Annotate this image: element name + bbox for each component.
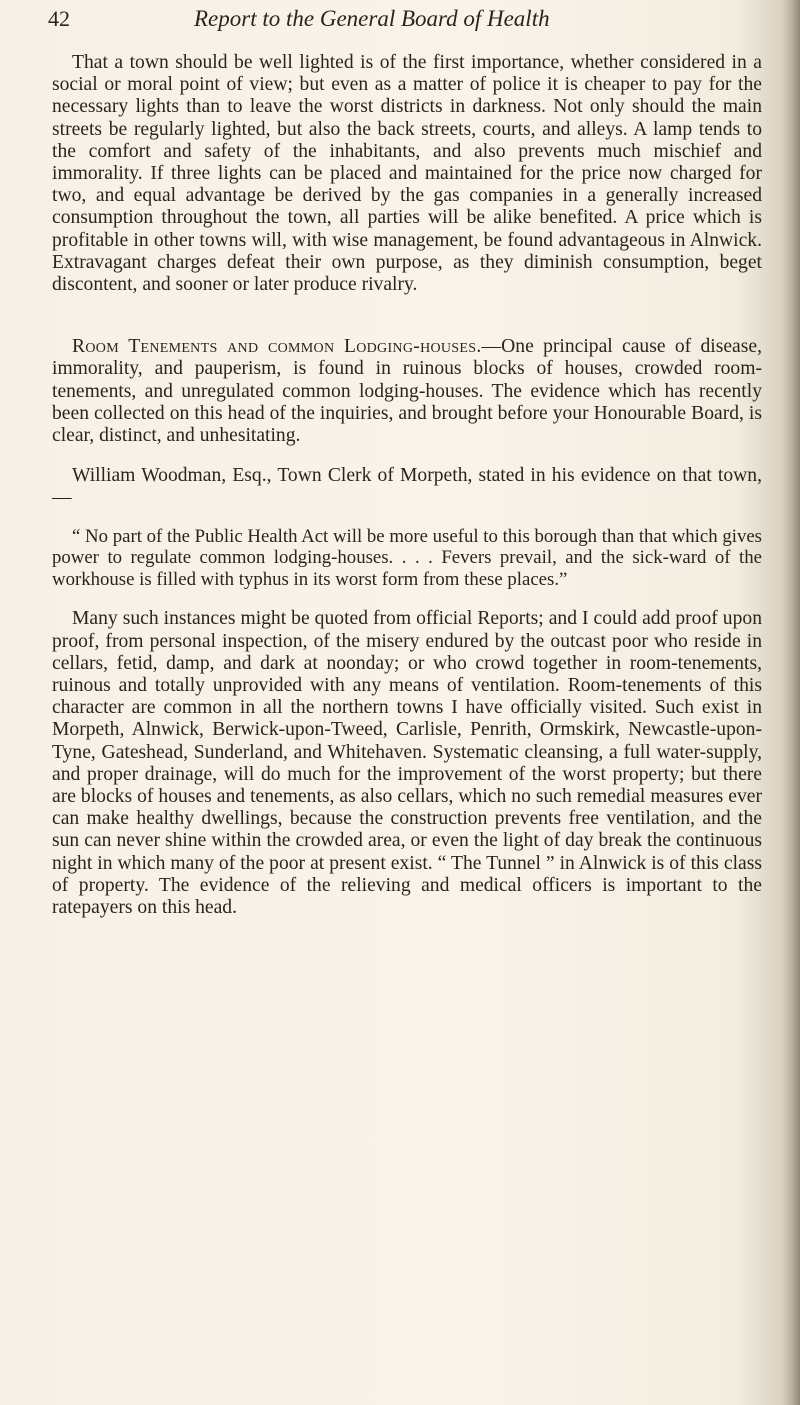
section-heading: Room Tenements and common Lodging-houses. — [72, 336, 482, 358]
paragraph-room-tenements — [52, 336, 762, 447]
paragraph-woodman: William Woodman, Esq., Town Clerk of Morpeth, stated in his evidence on that town,— — [52, 465, 762, 509]
paragraph-street-lighting: That a town should be well lighted is of the first importance, whether considered in a social or moral point of view; but even as a matter of police it is cheaper to pay for the necessary lights than to leave the worst districts in darkness. Not only should the main streets be regularly lighted, but also the back streets, courts, and alleys. A lamp tends to the comfort and safety of the inhabitants, and also prevents much mischief and immorality. If three lights can be placed and maintained for the price now charged for two, and equal advantage be derived by the gas companies in a generally increased consumption throughout the town, all parties will be alike benefited. A price which is profitable in other towns will, with wise management, be found advantageous in Alnwick. Extravagant charges defeat their own purpose, as they diminish consumption, beget discontent, and sooner or later produce rivalry. — [52, 52, 762, 296]
quotation-block: “ No part of the Public Health Act will be more useful to this borough than that which gives power to regulate common lodging-houses. . . . Fevers prevail, and the sick-ward of the workhouse is filled with typhus in its worst form from these places.” — [52, 525, 762, 590]
page-number: 42 — [48, 6, 70, 31]
paragraph-room-tenements-text: —One principal cause of disease, immorality, and pauperism, is found in ruinous blocks of houses, crowded room-tenements, and unregulated common lodging-houses. The evidence which has recently been collected on this head of the inquiries, and brought before your Honourable Board, is clear, distinct, and unhesitating. — [52, 336, 762, 447]
running-head: Report to the General Board of Health — [194, 6, 550, 31]
page-body — [52, 52, 762, 919]
page-header — [48, 6, 748, 36]
paragraph-instances: Many such instances might be quoted from official Reports; and I could add proof upon proof, from personal inspection, of the misery endured by the outcast poor who reside in cellars, fetid, damp, and dark at noonday; or who crowd together in room-tenements, ruinous and totally unprovided with any means of ventilation. Room-tenements of this character are common in all the northern towns I have officially visited. Such exist in Morpeth, Alnwick, Berwick-upon-Tweed, Carlisle, Penrith, Ormskirk, Newcastle-upon-Tyne, Gateshead, Sunderland, and Whitehaven. Systematic cleansing, a full water-supply, and proper drainage, will do much for the improvement of the worst property; but there are blocks of houses and tenements, as also cellars, which no such remedial measures ever can make healthy dwellings, because the construction prevents free ventilation, and the sun can never shine within the crowded area, or even the light of day break the continuous night in which many of the poor at present exist. “ The Tunnel ” in Alnwick is of this class of property. The evidence of the relieving and medical officers is important to the ratepayers on this head. — [52, 608, 762, 919]
page-edge-shadow — [782, 0, 800, 1405]
